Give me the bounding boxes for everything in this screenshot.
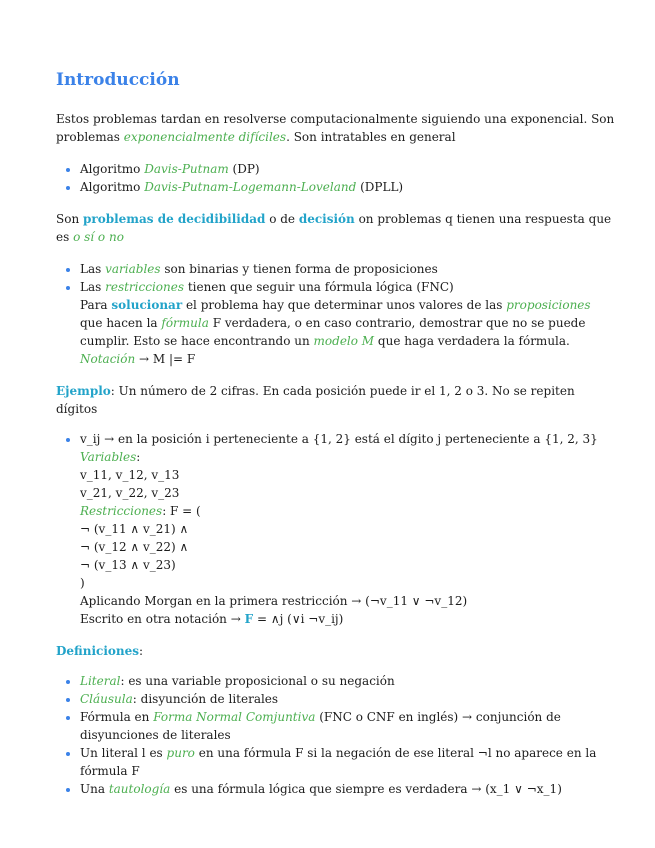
- list-item: • Fórmula en Forma Normal Comjuntiva (FNC o CNF en inglés) → conjunción de disyunciones de literales: [80, 708, 615, 744]
- list-item: • Las variables son binarias y tienen forma de proposiciones: [80, 260, 615, 278]
- keyword: decisión: [298, 212, 355, 226]
- emphasis-term: exponencialmente difíciles: [123, 130, 287, 144]
- list-item: • Algoritmo Davis-Putnam-Logemann-Loveland (DPLL): [80, 178, 615, 196]
- page-title: Introducción: [56, 70, 180, 90]
- list-item: • Un literal l es puro en una fórmula F si la negación de ese literal ¬l no aparece en la fórmula F: [80, 744, 615, 780]
- intro-paragraph: Estos problemas tardan en resolverse computacionalmente siguiendo una exponencial. Son problemas exponencialmente difíciles. Son intratables en general: [56, 112, 615, 144]
- list-item: • Una tautología es una fórmula lógica que siempre es verdadera → (x_1 ∨ ¬x_1): [80, 780, 615, 798]
- list-item: • Algoritmo Davis-Putnam (DP): [80, 160, 615, 178]
- decision-paragraph: Son problemas de decidibilidad o de decisión on problemas q tienen una respuesta que es o sí o no: [56, 212, 612, 244]
- algorithms-list: [56, 160, 615, 196]
- list-item: • v_ij → en la posición i perteneciente a {1, 2} está el dígito j perteneciente a {1, 2, 3} Variables: v_11, v_12, v_13 v_21, v_22, v_23 Restricciones: F = ( ¬ (v_11 ∧ v_21) ∧ ¬ (v_12 ∧ v_22) ∧ ¬ (v_13 ∧ v_23) ) Aplicando Morgan en la primera restricción → (¬v_11 ∨ ¬v_12) Escrito en otra notación → F = ∧j (∨i ¬v_ij): [80, 430, 615, 628]
- variables-list: [56, 260, 615, 368]
- example-list: [56, 430, 615, 628]
- list-item: • Las restricciones tienen que seguir una fórmula lógica (FNC) Para solucionar el problema hay que determinar unos valores de las proposiciones que hacen la fórmula F verdadera, o en caso contrario, demostrar que no se puede cumplir. Esto se hace encontrando un modelo M que haga verdadera la fórmula. Notación → M |= F: [80, 278, 615, 368]
- example-paragraph: Ejemplo: Un número de 2 cifras. En cada posición puede ir el 1, 2 o 3. No se repiten dígitos: [56, 384, 575, 416]
- definitions-heading: Definiciones:: [56, 644, 144, 658]
- list-item: • Literal: es una variable proposicional o su negación: [80, 672, 615, 690]
- keyword: problemas de decidibilidad: [83, 212, 266, 226]
- definitions-list: [56, 672, 615, 798]
- list-item: • Cláusula: disyunción de literales: [80, 690, 615, 708]
